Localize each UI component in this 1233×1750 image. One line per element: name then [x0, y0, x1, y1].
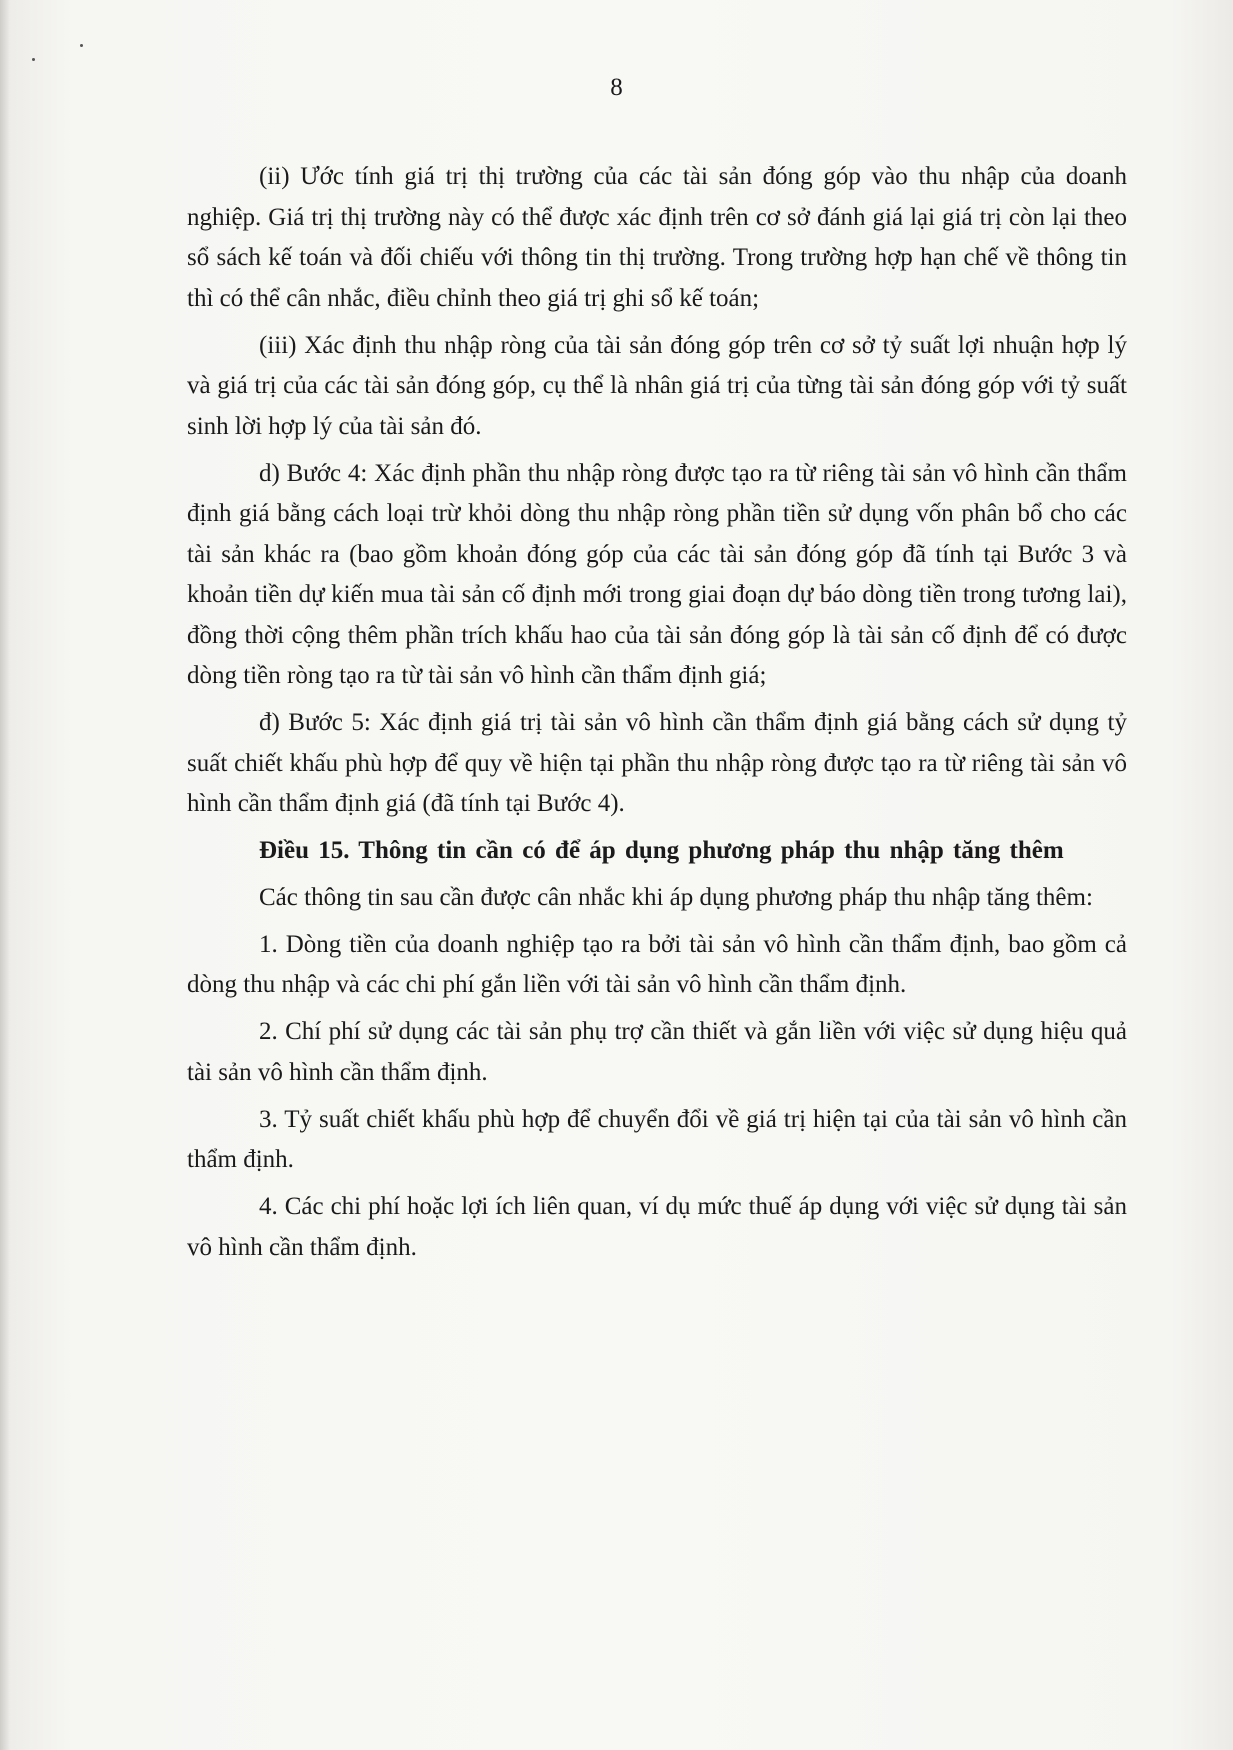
article-15-intro: Các thông tin sau cần được cân nhắc khi áp dụng phương pháp thu nhập tăng thêm:	[259, 883, 1093, 911]
list-item: 4. Các chi phí hoặc lợi ích liên quan, ví dụ mức thuế áp dụng với việc sử dụng tài sản vô hình cần thẩm định.	[187, 1193, 1127, 1261]
page-number: 8	[610, 74, 623, 101]
paragraph-ii: (ii) Ước tính giá trị thị trường của các tài sản đóng góp vào thu nhập của doanh nghiệp. Giá trị thị trường này có thể được xác định trên cơ sở đánh giá lại giá trị còn lại theo sổ sách kế toán và đối chiếu với thông tin thị trường. Trong trường hợp hạn chế về thông tin thì có thể cân nhắc, điều chỉnh theo giá trị ghi sổ kế toán;	[187, 163, 1127, 312]
document-body	[187, 157, 1127, 1275]
paragraph-iii: (iii) Xác định thu nhập ròng của tài sản đóng góp trên cơ sở tỷ suất lợi nhuận hợp lý và giá trị của các tài sản đóng góp, cụ thể là nhân giá trị của từng tài sản đóng góp với tỷ suất sinh lời hợp lý của tài sản đó.	[187, 331, 1127, 440]
paragraph-step-5: đ) Bước 5: Xác định giá trị tài sản vô hình cần thẩm định giá bằng cách sử dụng tỷ suất chiết khấu phù hợp để quy về hiện tại phần thu nhập ròng được tạo ra từ riêng tài sản vô hình cần thẩm định giá (đã tính tại Bước 4).	[187, 709, 1127, 817]
scan-speck	[32, 58, 35, 61]
scan-speck	[80, 44, 83, 47]
list-item: 1. Dòng tiền của doanh nghiệp tạo ra bởi tài sản vô hình cần thẩm định, bao gồm cả dòng thu nhập và các chi phí gắn liền với tài sản vô hình cần thẩm định.	[187, 930, 1127, 998]
article-15-heading: Điều 15. Thông tin cần có để áp dụng phương pháp thu nhập tăng thêm	[259, 837, 1064, 864]
paragraph-step-4: d) Bước 4: Xác định phần thu nhập ròng được tạo ra từ riêng tài sản vô hình cần thẩm định giá bằng cách loại trừ khỏi dòng thu nhập ròng phần tiền sử dụng vốn phân bổ cho các tài sản khác ra (bao gồm khoản đóng góp của các tài sản đóng góp đã tính tại Bước 3 và khoản tiền dự kiến mua tài sản cố định mới trong giai đoạn dự báo dòng tiền trong tương lai), đồng thời cộng thêm phần trích khấu hao của tài sản đóng góp là tài sản cố định để có được dòng tiền ròng tạo ra từ tài sản vô hình cần thẩm định giá;	[187, 459, 1127, 689]
scan-edge-shadow	[0, 0, 10, 1750]
list-item: 2. Chí phí sử dụng các tài sản phụ trợ cần thiết và gắn liền với việc sử dụng hiệu quả tài sản vô hình cần thẩm định.	[187, 1018, 1127, 1086]
list-item: 3. Tỷ suất chiết khấu phù hợp để chuyển đổi về giá trị hiện tại của tài sản vô hình cần thẩm định.	[187, 1105, 1127, 1173]
